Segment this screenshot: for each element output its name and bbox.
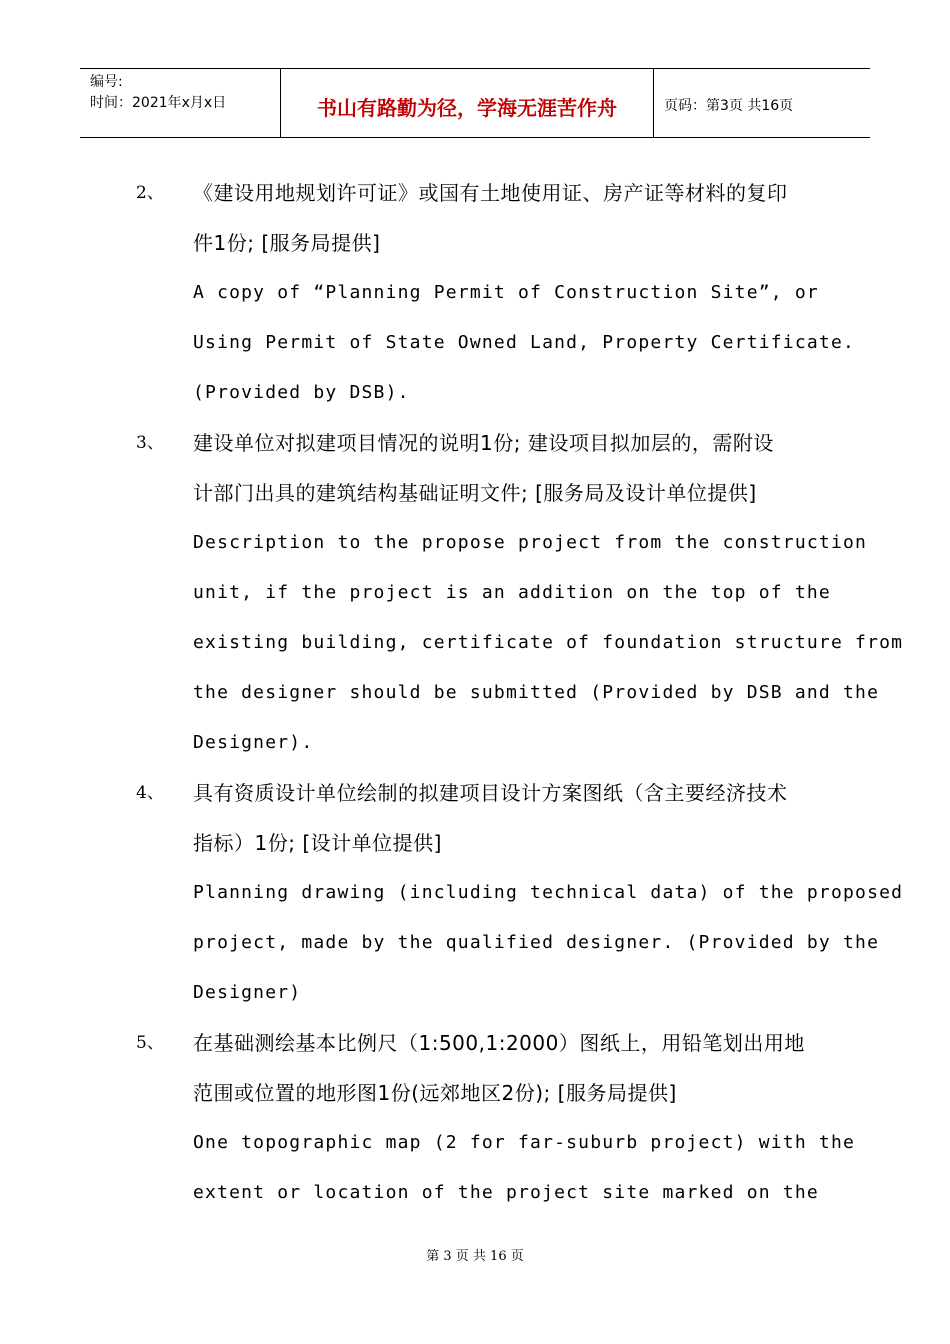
chinese-text-line: 指标）1份; [设计单位提供] [193,831,442,855]
english-text-line: unit, if the project is an addition on the top of the [193,582,831,603]
english-text-line: Description to the propose project from the construction [193,532,868,553]
header-meta [80,69,281,137]
list-item [0,168,950,418]
list-item [0,418,950,768]
chinese-text-line: 建设单位对拟建项目情况的说明1份; 建设项目拟加层的，需附设 [193,431,774,455]
list-item [0,1018,950,1218]
header-motto: 书山有路勤为径，学海无涯苦作舟 [281,69,654,137]
document-number-label: 编号: [90,74,123,90]
document-header [80,68,870,138]
english-text-line: Using Permit of State Owned Land, Property Certificate. [193,332,856,353]
english-text-line: Designer) [193,982,302,1003]
list-item-number: 4、 [136,783,164,803]
document-date: 时间：2021年x月x日 [90,95,227,111]
chinese-text-line: 《建设用地规划许可证》或国有土地使用证、房产证等材料的复印 [193,181,788,205]
chinese-text-line: 范围或位置的地形图1份(远郊地区2份); [服务局提供] [193,1081,677,1105]
list-item-number: 2、 [136,183,164,203]
english-text-line: Planning drawing (including technical data) of the proposed [193,882,904,903]
chinese-text-line: 件1份; [服务局提供] [193,231,381,255]
english-text-line: extent or location of the project site marked on the [193,1182,819,1203]
chinese-text-line: 计部门出具的建筑结构基础证明文件; [服务局及设计单位提供] [193,481,757,505]
english-text-line: existing building, certificate of foundation structure from [193,632,904,653]
list-item-number: 3、 [136,433,164,453]
english-text-line: the designer should be submitted (Provided by DSB and the [193,682,880,703]
document-body [0,168,950,1218]
english-text-line: (Provided by DSB). [193,382,410,403]
list-item [0,768,950,1018]
english-text-line: Designer). [193,732,314,753]
english-text-line: One topographic map (2 for far-suburb project) with the [193,1132,856,1153]
page-footer: 第 3 页 共 16 页 [426,1249,524,1264]
chinese-text-line: 具有资质设计单位绘制的拟建项目设计方案图纸（含主要经济技术 [193,781,788,805]
english-text-line: project, made by the qualified designer. (Provided by the [193,932,880,953]
list-item-number: 5、 [136,1033,164,1053]
header-page-info: 页码：第3页 共16页 [664,98,794,114]
english-text-line: A copy of “Planning Permit of Construction Site”, or [193,282,819,303]
chinese-text-line: 在基础测绘基本比例尺（1:500,1:2000）图纸上，用铅笔划出用地 [193,1031,805,1055]
